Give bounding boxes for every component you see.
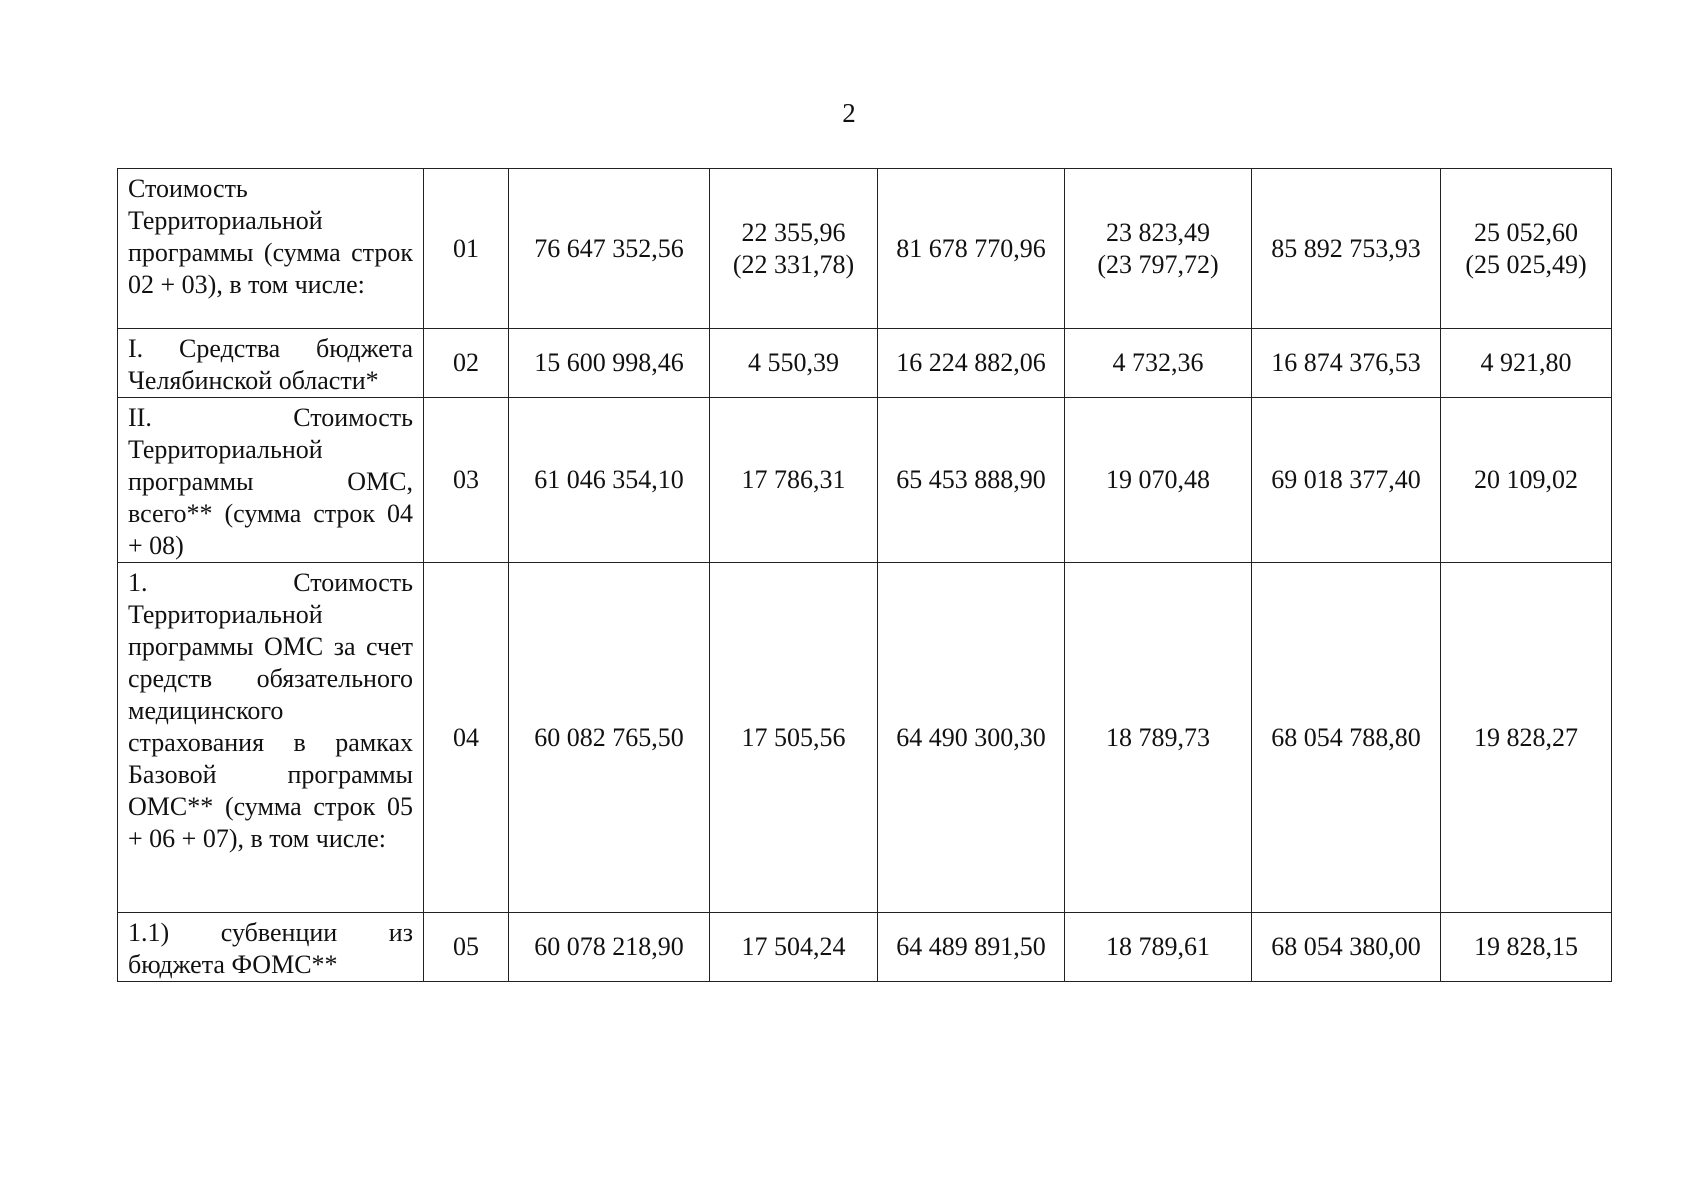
sum-year-1-cell: 15 600 998,46 — [509, 329, 710, 398]
sum-year-2-cell: 16 224 882,06 — [878, 329, 1065, 398]
per-capita-year-2-cell: 18 789,73 — [1065, 563, 1252, 913]
budget-table — [117, 168, 1612, 982]
per-capita-value: 25 052,60 — [1474, 217, 1578, 247]
row-code-cell: 04 — [424, 563, 509, 913]
per-capita-year-1-cell: 17 786,31 — [710, 398, 878, 563]
sum-year-2-cell: 65 453 888,90 — [878, 398, 1065, 563]
per-capita-year-2-cell: 19 070,48 — [1065, 398, 1252, 563]
per-capita-alt-value: (23 797,72) — [1097, 249, 1219, 279]
per-capita-alt-value: (25 025,49) — [1465, 249, 1587, 279]
per-capita-year-3-cell: 19 828,15 — [1441, 913, 1612, 982]
sum-year-3-cell: 69 018 377,40 — [1252, 398, 1441, 563]
per-capita-value: 22 355,96 — [741, 217, 846, 247]
sum-year-1-cell: 61 046 354,10 — [509, 398, 710, 563]
row-code-cell: 01 — [424, 169, 509, 329]
table-row — [118, 398, 1612, 563]
per-capita-year-3-cell: 4 921,80 — [1441, 329, 1612, 398]
sum-year-3-cell: 85 892 753,93 — [1252, 169, 1441, 329]
per-capita-year-3-cell: 19 828,27 — [1441, 563, 1612, 913]
per-capita-year-1-cell: 4 550,39 — [710, 329, 878, 398]
sum-year-2-cell: 64 490 300,30 — [878, 563, 1065, 913]
per-capita-year-3-cell: 20 109,02 — [1441, 398, 1612, 563]
sum-year-1-cell: 60 082 765,50 — [509, 563, 710, 913]
sum-year-3-cell: 68 054 380,00 — [1252, 913, 1441, 982]
per-capita-year-2-cell — [1065, 169, 1252, 329]
per-capita-value: 23 823,49 — [1106, 217, 1210, 247]
table-row — [118, 169, 1612, 329]
sum-year-3-cell: 68 054 788,80 — [1252, 563, 1441, 913]
row-name-cell: II. Стоимость Территориальной программы ОМС, всего** (сумма строк 04 + 08) — [118, 398, 424, 563]
table-row — [118, 913, 1612, 982]
per-capita-alt-value: (22 331,78) — [732, 249, 855, 279]
per-capita-year-3-cell — [1441, 169, 1612, 329]
sum-year-1-cell: 60 078 218,90 — [509, 913, 710, 982]
per-capita-year-1-cell: 17 505,56 — [710, 563, 878, 913]
row-code-cell: 02 — [424, 329, 509, 398]
page-number: 2 — [842, 98, 856, 128]
sum-year-2-cell: 81 678 770,96 — [878, 169, 1065, 329]
row-code-cell: 03 — [424, 398, 509, 563]
per-capita-year-2-cell: 4 732,36 — [1065, 329, 1252, 398]
row-name-cell: Стоимость Территориальной программы (сумма строк 02 + 03), в том числе: — [118, 169, 424, 329]
sum-year-2-cell: 64 489 891,50 — [878, 913, 1065, 982]
row-code-cell: 05 — [424, 913, 509, 982]
per-capita-year-2-cell: 18 789,61 — [1065, 913, 1252, 982]
row-name-cell: I. Средства бюджета Челябинской области* — [118, 329, 424, 398]
table-row — [118, 329, 1612, 398]
sum-year-3-cell: 16 874 376,53 — [1252, 329, 1441, 398]
sum-year-1-cell: 76 647 352,56 — [509, 169, 710, 329]
per-capita-year-1-cell: 17 504,24 — [710, 913, 878, 982]
per-capita-year-1-cell — [710, 169, 878, 329]
row-name-cell: 1. Стоимость Территориальной программы ОМС за счет средств обязательного медицинского страхования в рамках Базовой программы ОМС** (сумма строк 05 + 06 + 07), в том числе: — [118, 563, 424, 913]
table-row — [118, 563, 1612, 913]
row-name-cell: 1.1) субвенции из бюджета ФОМС** — [118, 913, 424, 982]
